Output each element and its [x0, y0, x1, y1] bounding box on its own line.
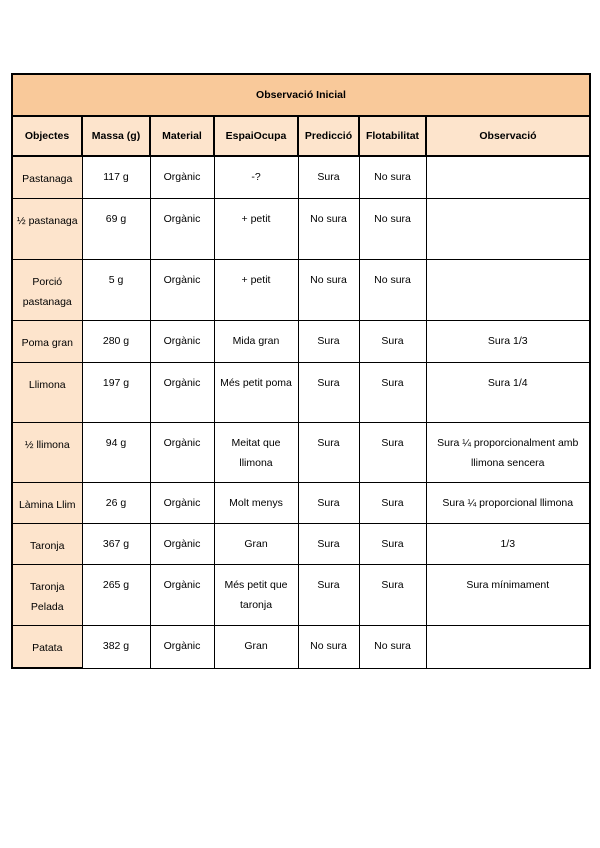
cell-observacio — [426, 423, 590, 483]
cell-text: Orgànic — [163, 213, 201, 225]
cell-text — [430, 626, 587, 636]
cell-objecte — [12, 321, 82, 363]
cell-text: Llimona — [28, 379, 66, 391]
cell-prediccio — [298, 423, 359, 483]
cell-observacio — [426, 626, 590, 669]
table-row — [12, 260, 590, 321]
cell-flotabilitat — [359, 626, 426, 669]
cell-prediccio — [298, 626, 359, 669]
cell-flotabilitat — [359, 260, 426, 321]
table-row — [12, 423, 590, 483]
cell-text: Sura — [317, 335, 340, 347]
cell-text: Mida gran — [232, 335, 280, 347]
cell-text: No sura — [374, 640, 411, 652]
cell-text: 5 g — [108, 274, 124, 286]
cell-massa — [82, 260, 150, 321]
cell-text: Sura mínimament — [466, 579, 550, 591]
cell-text: Sura — [381, 335, 404, 347]
cell-text — [430, 157, 587, 167]
table-row — [12, 363, 590, 423]
cell-text: Sura — [317, 497, 340, 509]
cell-espai-ocupa — [214, 321, 298, 363]
cell-text: 1/3 — [500, 538, 516, 550]
cell-text: Sura — [381, 579, 404, 591]
cell-text: Orgànic — [163, 274, 201, 286]
cell-text: Sura ¼ proporcionalment amb llimona sencera — [437, 437, 579, 469]
cell-material — [150, 483, 214, 524]
cell-espai-ocupa — [214, 199, 298, 260]
cell-massa — [82, 626, 150, 669]
observation-table — [11, 73, 591, 669]
table-row — [12, 483, 590, 524]
cell-text: Molt menys — [229, 497, 283, 509]
cell-objecte — [12, 199, 82, 260]
cell-observacio — [426, 363, 590, 423]
cell-observacio — [426, 156, 590, 199]
cell-text: 382 g — [102, 640, 130, 652]
cell-text: Sura — [317, 171, 340, 183]
cell-espai-ocupa — [214, 363, 298, 423]
table-row — [12, 565, 590, 626]
cell-espai-ocupa — [214, 483, 298, 524]
cell-espai-ocupa — [214, 156, 298, 199]
cell-material — [150, 565, 214, 626]
cell-text: -? — [251, 171, 261, 183]
cell-text: Meitat que llimona — [231, 437, 281, 469]
cell-espai-ocupa — [214, 260, 298, 321]
cell-text: 117 g — [103, 171, 129, 183]
cell-espai-ocupa — [214, 423, 298, 483]
cell-objecte — [12, 260, 82, 321]
cell-observacio — [426, 524, 590, 565]
cell-prediccio — [298, 483, 359, 524]
cell-objecte — [12, 626, 82, 669]
cell-flotabilitat — [359, 321, 426, 363]
cell-prediccio — [298, 321, 359, 363]
cell-text: Sura 1/4 — [487, 377, 528, 389]
cell-espai-ocupa — [214, 626, 298, 669]
cell-text: Orgànic — [163, 497, 201, 509]
cell-text: 367 g — [102, 538, 130, 550]
cell-flotabilitat — [359, 483, 426, 524]
table-row — [12, 321, 590, 363]
cell-observacio — [426, 565, 590, 626]
table-row — [12, 626, 590, 669]
cell-flotabilitat — [359, 423, 426, 483]
cell-text: Làmina Llim — [18, 499, 76, 511]
cell-material — [150, 156, 214, 199]
cell-text: 69 g — [105, 213, 127, 225]
cell-text: Gran — [244, 640, 268, 652]
cell-text: Taronja — [30, 540, 65, 552]
cell-massa — [82, 156, 150, 199]
cell-text: Patata — [32, 642, 63, 654]
cell-text: Taronja Pelada — [30, 581, 65, 613]
cell-massa — [82, 483, 150, 524]
cell-text — [430, 199, 587, 209]
cell-espai-ocupa — [214, 524, 298, 565]
cell-text: Orgànic — [163, 579, 201, 591]
cell-material — [150, 260, 214, 321]
cell-text: Orgànic — [163, 335, 201, 347]
header-flotabilitat: Flotabilitat — [359, 116, 426, 156]
cell-objecte — [12, 363, 82, 423]
cell-text: Orgànic — [163, 437, 201, 449]
cell-flotabilitat — [359, 363, 426, 423]
cell-massa — [82, 565, 150, 626]
cell-text: Sura — [317, 538, 340, 550]
cell-text: Sura 1/3 — [487, 335, 528, 347]
cell-text: Porció pastanaga — [22, 276, 72, 308]
cell-text: Sura — [381, 437, 404, 449]
cell-prediccio — [298, 199, 359, 260]
cell-text: Més petit que taronja — [224, 579, 288, 611]
cell-text: Sura — [381, 497, 404, 509]
cell-material — [150, 363, 214, 423]
cell-text: No sura — [374, 171, 411, 183]
cell-text: Orgànic — [163, 171, 201, 183]
header-prediccio: Predicció — [298, 116, 359, 156]
cell-text: ½ llimona — [24, 439, 70, 451]
table-row — [12, 156, 590, 199]
cell-prediccio — [298, 156, 359, 199]
cell-text: Sura — [317, 437, 340, 449]
table-title: Observació Inicial — [12, 74, 590, 116]
cell-observacio — [426, 199, 590, 260]
cell-material — [150, 626, 214, 669]
header-objectes: Objectes — [12, 116, 82, 156]
cell-espai-ocupa — [214, 565, 298, 626]
cell-text: 265 g — [102, 579, 130, 591]
cell-text: No sura — [310, 213, 347, 225]
cell-flotabilitat — [359, 156, 426, 199]
cell-objecte — [12, 524, 82, 565]
header-observacio: Observació — [426, 116, 590, 156]
cell-text: Pastanaga — [22, 173, 73, 185]
cell-material — [150, 524, 214, 565]
cell-flotabilitat — [359, 524, 426, 565]
header-espai-ocupa: EspaiOcupa — [214, 116, 298, 156]
cell-objecte — [12, 483, 82, 524]
cell-objecte — [12, 156, 82, 199]
cell-text: No sura — [374, 274, 411, 286]
cell-text: Gran — [244, 538, 268, 550]
cell-text: Orgànic — [163, 640, 201, 652]
cell-text: ½ pastanaga — [16, 215, 78, 227]
cell-text: + petit — [241, 213, 271, 225]
cell-massa — [82, 321, 150, 363]
cell-prediccio — [298, 363, 359, 423]
cell-text: 94 g — [105, 437, 127, 449]
table-row — [12, 524, 590, 565]
cell-text — [430, 260, 587, 270]
cell-text: Poma gran — [21, 337, 73, 349]
cell-text: Orgànic — [163, 377, 201, 389]
cell-observacio — [426, 260, 590, 321]
cell-text: + petit — [241, 274, 271, 286]
cell-text: No sura — [310, 640, 347, 652]
cell-flotabilitat — [359, 565, 426, 626]
cell-observacio — [426, 321, 590, 363]
cell-objecte — [12, 565, 82, 626]
cell-massa — [82, 524, 150, 565]
cell-text: No sura — [310, 274, 347, 286]
cell-prediccio — [298, 260, 359, 321]
cell-material — [150, 423, 214, 483]
cell-massa — [82, 423, 150, 483]
cell-text: Sura — [317, 377, 340, 389]
cell-text: 197 g — [102, 377, 130, 389]
header-massa: Massa (g) — [82, 116, 150, 156]
cell-flotabilitat — [359, 199, 426, 260]
cell-text: Sura — [381, 377, 404, 389]
table-row — [12, 199, 590, 260]
header-material: Material — [150, 116, 214, 156]
cell-text: Sura ¼ proporcional llimona — [442, 497, 574, 509]
cell-text: Sura — [317, 579, 340, 591]
cell-material — [150, 321, 214, 363]
cell-objecte — [12, 423, 82, 483]
cell-text: 280 g — [102, 335, 130, 347]
cell-massa — [82, 199, 150, 260]
cell-massa — [82, 363, 150, 423]
cell-text: No sura — [374, 213, 411, 225]
cell-prediccio — [298, 524, 359, 565]
cell-text: Sura — [381, 538, 404, 550]
cell-material — [150, 199, 214, 260]
cell-text: Orgànic — [163, 538, 201, 550]
cell-observacio — [426, 483, 590, 524]
cell-text: Més petit poma — [220, 377, 292, 389]
cell-text: 26 g — [105, 497, 127, 509]
cell-prediccio — [298, 565, 359, 626]
